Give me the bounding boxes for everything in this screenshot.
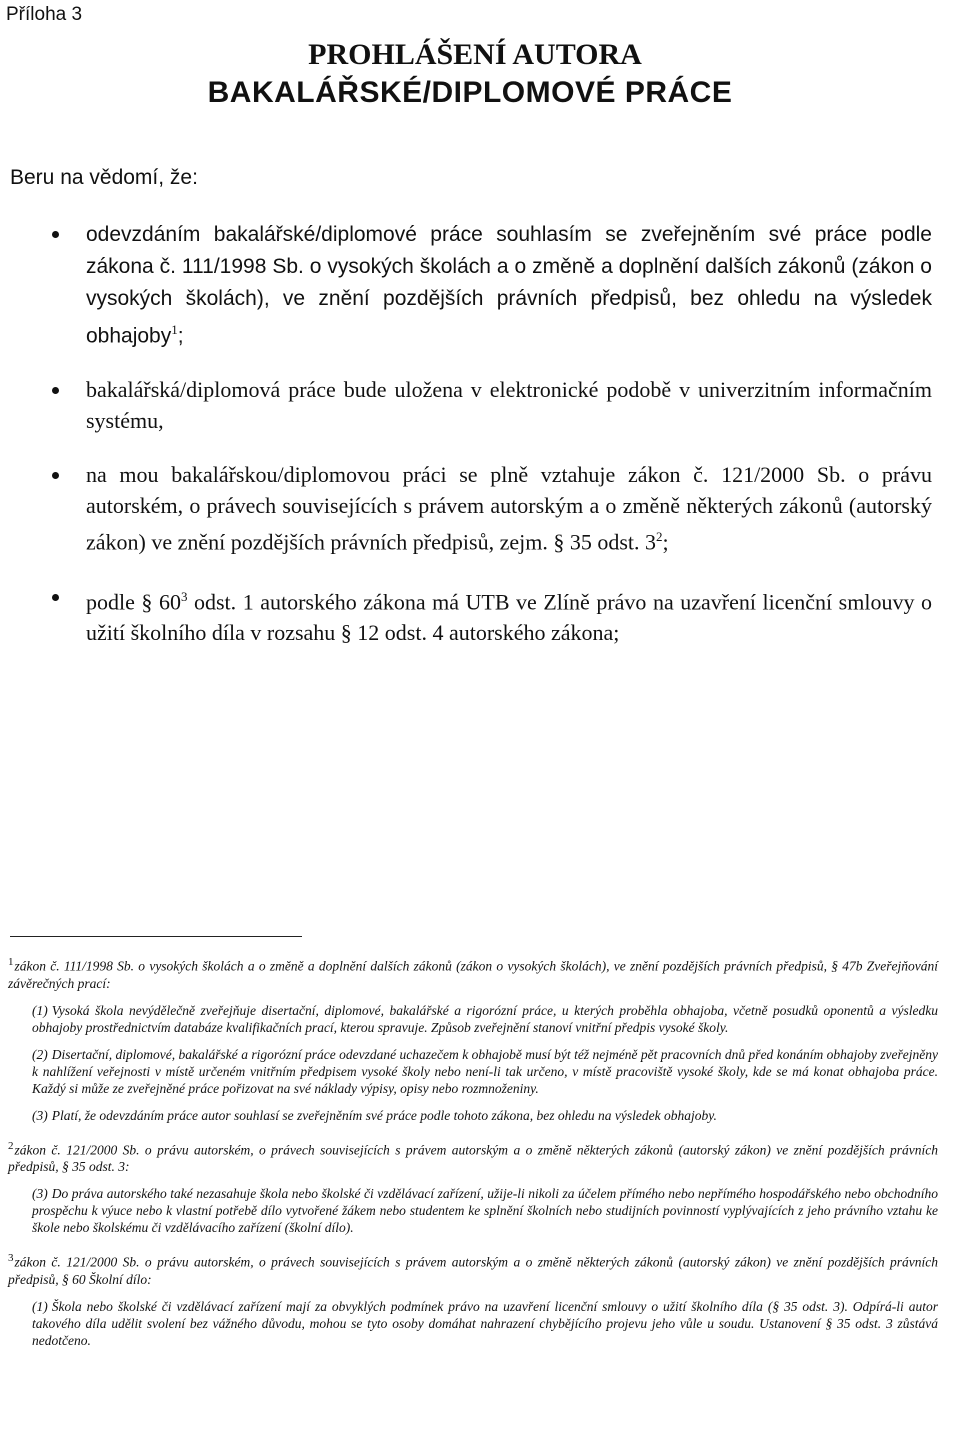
footnote-paragraph [32,1046,938,1097]
footnote-mark: 2 [8,1139,14,1152]
paragraph-number: (2) [32,1046,48,1062]
footnote-paragraph [32,1298,938,1349]
paragraph-text: Škola nebo školské či vzdělávací zařízení mají za obvyklých podmínek právo na uzavření licenční smlouvy o užití školního díla (§ 35 odst. 3). Odpírá-li autor takového díla udělit svolení bez vážného důvodu, mohou se tyto osoby domáhat nahrazení chybějícího projevu jeho vůle u soudu. Ustanovení § 35 odst. 3 zůstává nedotčeno. [32,1298,938,1348]
paragraph-number: (1) [32,1298,48,1314]
footnote-heading: zákon č. 121/2000 Sb. o právu autorském, o právech souvisejících s právem autorským a o změně některých zákonů (autorský zákon) ve znění pozdějších právních předpisů, § 35 odst. 3: [8,1142,938,1174]
declaration-text: bakalářská/diplomová práce bude uložena v elektronické podobě v univerzitním informačním systému, [86,377,932,434]
paragraph-number: (3) [32,1107,48,1123]
footnote-paragraph [32,1107,938,1124]
footnote-paragraph [32,1002,938,1036]
declaration-item-2 [40,374,932,436]
footnote-paragraph [32,1185,938,1236]
bullet-icon [52,594,59,601]
declaration-text-end: odst. 1 autorského zákona má UTB ve Zlíně právo na uzavření licenční smlouvy o užití školního díla v rozsahu § 12 odst. 4 autorského zákona; [86,588,932,645]
title-line-1: PROHLÁŠENÍ AUTORA [308,38,642,71]
document-title [0,36,960,112]
declaration-text-end: ; [177,324,184,348]
bullet-icon [52,472,59,479]
paragraph-text: Do práva autorského také nezasahuje škola nebo školské či vzdělávací zařízení, užije-li nikoli za účelem přímého nebo nepřímého hospodářského nebo obchodního prospěchu k výuce nebo k vlastní potřebě dílo vytvořené žákem nebo studentem ke splnění školních nebo studijních povinností vyplývajících z jeho právního vztahu ke škole nebo školskému či vzdělávacího zařízení (školní dílo). [32,1186,938,1235]
footnote-1 [8,954,938,1124]
declaration-item-1 [40,218,932,351]
footnote-divider [10,936,302,937]
footnote-heading: zákon č. 121/2000 Sb. o právu autorském, o právech souvisejících s právem autorským a o změně některých zákonů (autorský zákon) ve znění pozdějších právních předpisů, § 60 Školní dílo: [8,1254,938,1287]
bullet-icon [52,231,59,238]
declaration-text-end: ; [662,529,669,555]
declaration-item-3 [40,459,932,557]
declaration-item-4 [40,581,932,648]
footnote-ref: 1 [171,322,178,337]
footnote-2 [8,1138,938,1237]
annex-label: Příloha 3 [6,4,83,25]
declaration-text: na mou bakalářskou/diplomovou práci se plně vztahuje zákon č. 121/2000 Sb. o právu autorském, o právech souvisejících s právem autorským a o změně některých zákonů (autorský zákon) ve znění pozdějších právních předpisů, zejm. § 35 odst. 3 [86,462,932,555]
paragraph-number: (1) [32,1002,48,1018]
title-line-2: BAKALÁŘSKÉ/DIPLOMOVÉ PRÁCE [207,76,733,109]
paragraph-text: Disertační, diplomové, bakalářské a rigorózní práce odevzdané uchazečem k obhajobě musí být též nejméně pět pracovních dnů před konáním obhajoby zveřejněny k nahlížení veřejnosti v místě určeném vnitřním předpisem vysoké školy nebo není-li tak určeno, v místě pracoviště vysoké školy, kde se má konat obhajoba práce. Každý si může ze zveřejněné práce pořizovat na své náklady výpisy, opisy nebo rozmnoženiny. [32,1046,938,1096]
footnote-ref: 3 [180,588,188,604]
paragraph-text: Platí, že odevzdáním práce autor souhlasí se zveřejněním své práce podle tohoto zákona, bez ohledu na výsledek obhajoby. [51,1107,717,1123]
declaration-list [40,218,932,671]
footnote-mark: 3 [8,1252,14,1264]
declaration-text: podle § 60 [86,588,181,614]
footnote-heading: zákon č. 111/1998 Sb. o vysokých školách a o změně a doplnění dalších zákonů (zákon o vysokých školách), ve znění pozdějších právních předpisů, § 47b Zveřejňování závěrečných prací: [8,958,938,991]
declaration-text: odevzdáním bakalářské/diplomové práce souhlasím se zveřejněním své práce podle zákona č. 111/1998 Sb. o vysokých školách a o změně a doplnění dalších zákonů (zákon o vysokých školách), ve znění pozdějších právních předpisů, bez ohledu na výsledek obhajoby [86,223,932,348]
paragraph-text: Vysoká škola nevýdělečně zveřejňuje disertační, diplomové, bakalářské a rigorózní práce, u kterých proběhla obhajoba, včetně posudků oponentů a výsledku obhajoby prostřednictvím databáze kvalifikačních prací, kterou spravuje. Způsob zveřejnění stanoví vnitřní předpis vysoké školy. [32,1002,938,1035]
footnote-ref: 2 [656,529,663,545]
paragraph-number: (3) [32,1186,48,1201]
intro-text: Beru na vědomí, že: [10,166,198,189]
footnote-mark: 1 [8,956,14,968]
bullet-icon [52,387,59,394]
footnotes [8,954,938,1363]
footnote-3 [8,1250,938,1349]
